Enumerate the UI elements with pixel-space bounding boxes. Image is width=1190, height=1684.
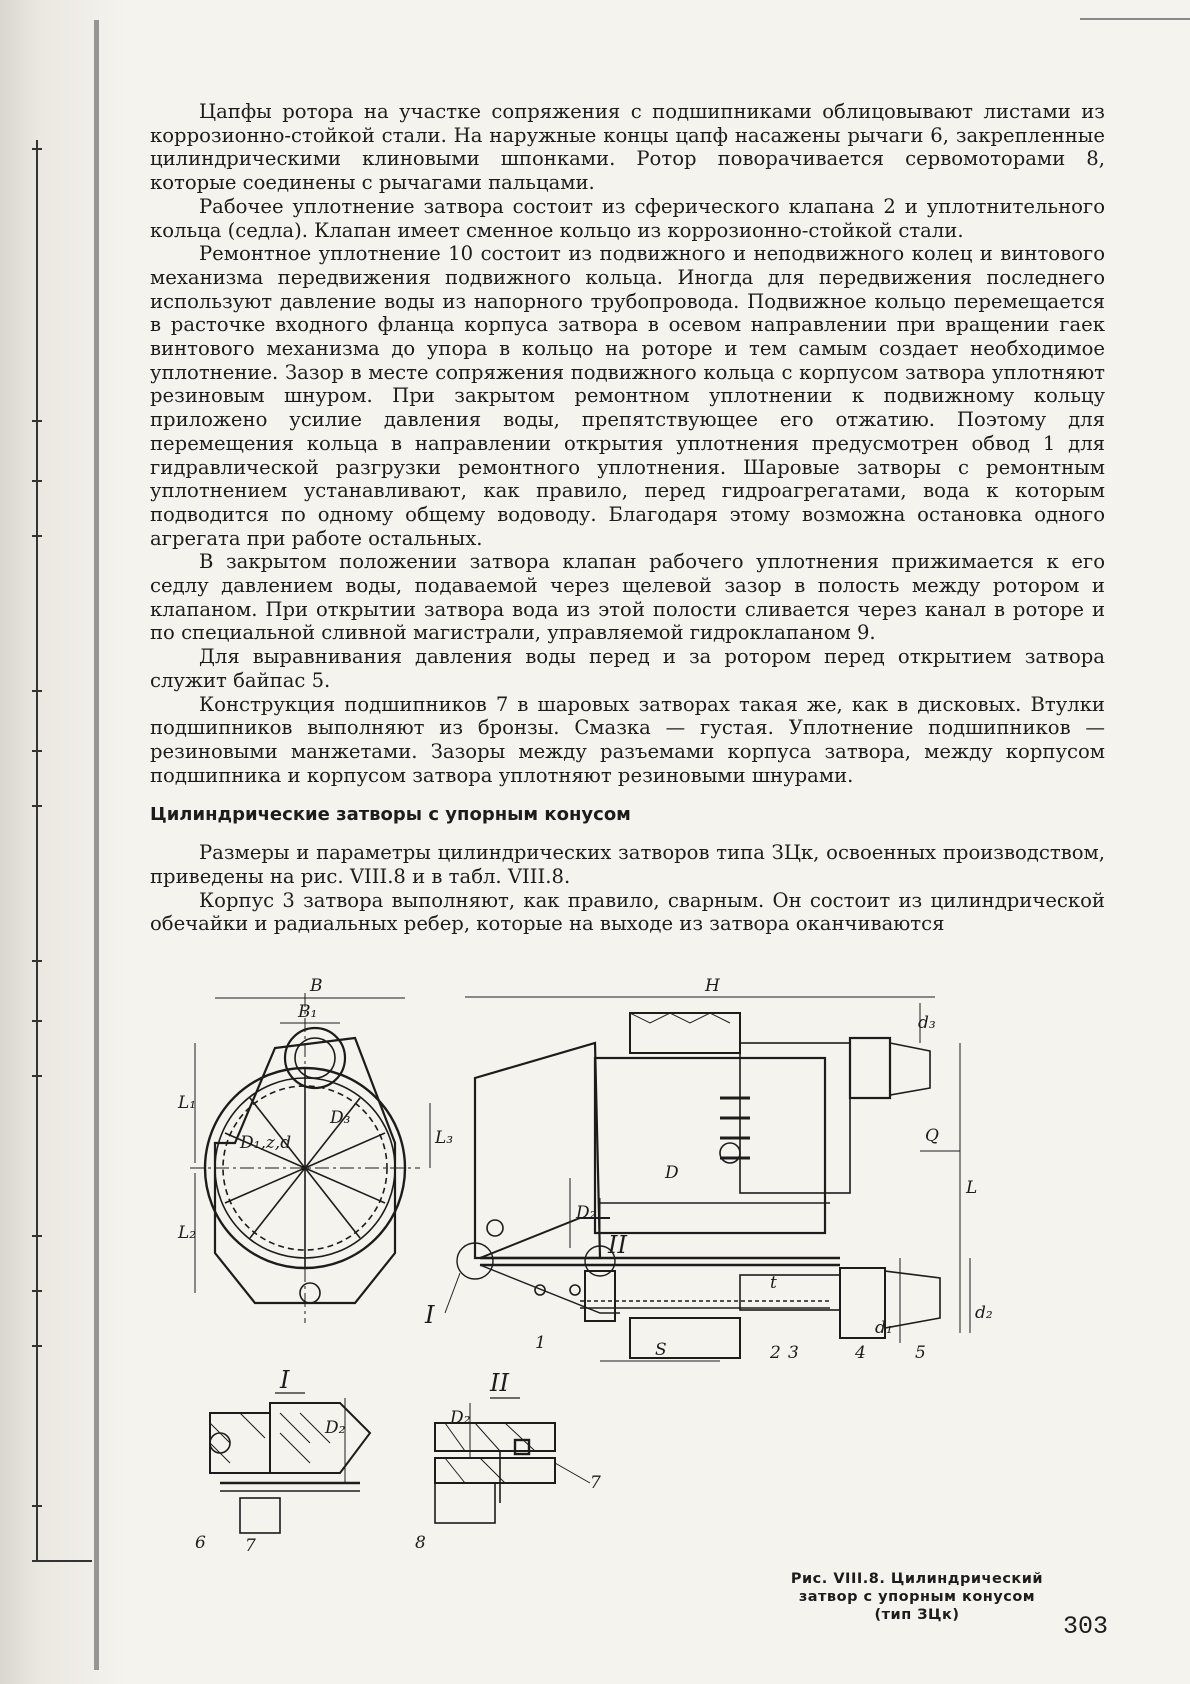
paragraph: Корпус 3 затвора выполняют, как правило, сварным. Он состоит из цилиндрической обечайки и радиальных ребер, которые на выходе из затвора оканчиваются <box>150 888 1105 936</box>
margin-tick <box>32 1560 92 1562</box>
label-6: 6 <box>195 1533 206 1553</box>
label-B: B <box>310 976 323 996</box>
margin-tick <box>32 480 42 482</box>
label-d1: d₁ <box>875 1318 893 1338</box>
detail-I-D2: D₂ <box>325 1418 346 1438</box>
label-d2: d₂ <box>975 1303 993 1323</box>
margin-tick <box>32 750 42 752</box>
figure-caption <box>752 1570 1082 1624</box>
margin-tick <box>32 1075 42 1077</box>
label-Q: Q <box>925 1126 939 1146</box>
margin-tick <box>32 1235 42 1237</box>
page-number: 303 <box>1063 1612 1109 1641</box>
detail-II-D2: D₂ <box>450 1408 471 1428</box>
label-B1: B₁ <box>298 1002 318 1022</box>
body-text <box>150 100 1105 936</box>
front-view <box>177 976 453 1323</box>
margin-tick <box>32 805 42 807</box>
paragraph: Цапфы ротора на участке сопряжения с подшипниками облицовывают листами из коррозионно-стойкой стали. На наружные концы цапф насажены рычаги 6, закрепленные цилиндрическими клиновыми шпонками. Ротор поворачивается сервомоторами 8, которые соединены с рычагами пальцами. <box>150 100 1105 195</box>
margin-tick <box>32 148 42 150</box>
label-7-detail-I: 7 <box>245 1536 256 1556</box>
label-L3: L₃ <box>435 1128 454 1148</box>
margin-tick <box>32 1505 42 1507</box>
label-7-detail-II: 7 <box>590 1473 601 1493</box>
paragraph: Ремонтное уплотнение 10 состоит из подвижного и неподвижного колец и винтового механизма передвижения подвижного кольца. Иногда для передвижения последнего используют давление воды из напорного трубопровода. Подвижное кольцо перемещается в расточке входного фланца корпуса затвора в осевом направлении при вращении гаек винтового механизма до упора в кольцо на роторе и тем самым создает необходимое уплотнение. Зазор в месте сопряжения подвижного кольца с корпусом затвора уплотняют резиновым шнуром. При закрытом ремонтном уплотнении к подвижному кольцу приложено усилие давления воды, препятствующее его отжатию. Поэтому для перемещения кольца в направлении открытия уплотнения предусмотрен обвод 1 для гидравлической разгрузки ремонтного уплотнения. Шаровые затворы с ремонтным уплотнением устанавливают, как правило, перед гидроагрегатами, вода к которым подводится по одному общему водоводу. Благодаря этому возможна остановка одного агрегата при работе остальных. <box>150 242 1105 550</box>
margin-tick <box>32 960 42 962</box>
label-D3: D₃ <box>330 1108 351 1128</box>
label-S: S <box>655 1340 667 1360</box>
detail-I <box>195 1366 370 1556</box>
label-1: 1 <box>535 1333 546 1353</box>
label-D: D <box>665 1163 679 1183</box>
top-rule <box>1080 18 1190 20</box>
section-heading: Цилиндрические затворы с упорным конусом <box>150 804 631 826</box>
drawing-svg <box>178 976 1110 1623</box>
margin-tick <box>32 535 42 537</box>
label-L2: L₂ <box>178 1223 197 1243</box>
paragraph: Для выравнивания давления воды перед и за ротором перед открытием затвора служит байпас 5. <box>150 645 1105 692</box>
label-t: t <box>770 1273 777 1293</box>
label-D1zd: D₁,z,d <box>240 1133 292 1153</box>
label-H: H <box>705 976 720 996</box>
label-4: 4 <box>855 1343 866 1363</box>
label-D2: D₂ <box>576 1203 597 1223</box>
paragraph: Рабочее уплотнение затвора состоит из сферического клапана 2 и уплотнительного кольца (седла). Клапан имеет сменное кольцо из коррозионно-стойкой стали. <box>150 194 1105 242</box>
label-8: 8 <box>415 1533 426 1553</box>
paragraph: В закрытом положении затвора клапан рабочего уплотнения прижимается к его седлу давлением воды, подаваемой через щелевой зазор в полость между ротором и клапаном. При открытии затвора вода из этой полости сливается через канал в роторе и по специальной сливной магистрали, управляемой гидроклапаном 9. <box>150 550 1105 645</box>
paragraph: Конструкция подшипников 7 в шаровых затворах такая же, как в дисковых. Втулки подшипников выполняют из бронзы. Смазка — густая. Уплотнение подшипников — резиновыми манжетами. Зазоры между разъемами корпуса затвора, между корпусом подшипника и корпусом затвора уплотняют резиновыми шнурами. <box>150 692 1105 787</box>
margin-tick <box>32 1020 42 1022</box>
margin-rule <box>36 140 38 1560</box>
technical-drawing <box>178 976 1110 1623</box>
margin-tick <box>32 420 42 422</box>
label-I: I <box>425 1301 435 1329</box>
detail-II-title: II <box>490 1369 509 1397</box>
label-2: 2 <box>770 1343 781 1363</box>
caption-line: затвор с упорным конусом <box>798 1589 1036 1605</box>
caption-line: Рис. VIII.8. Цилиндрический <box>790 1571 1044 1587</box>
margin-tick <box>32 690 42 692</box>
label-d3: d₃ <box>918 1013 936 1033</box>
caption-line: (тип ЗЦк) <box>874 1607 960 1623</box>
label-3: 3 <box>788 1343 799 1363</box>
label-5: 5 <box>915 1343 926 1363</box>
margin-tick <box>32 1345 42 1347</box>
scan-gutter <box>0 0 128 1684</box>
label-L: L <box>966 1178 978 1198</box>
book-spine-shadow <box>94 20 99 1670</box>
detail-II <box>415 1369 601 1553</box>
margin-tick <box>32 1290 42 1292</box>
label-L1: L₁ <box>178 1093 197 1113</box>
side-section-view <box>424 976 993 1363</box>
paragraph: Размеры и параметры цилиндрических затворов типа ЗЦк, освоенных производством, приведены на рис. VIII.8 и в табл. VIII.8. <box>150 841 1105 888</box>
detail-I-title: I <box>280 1366 290 1394</box>
label-II: II <box>608 1231 627 1259</box>
